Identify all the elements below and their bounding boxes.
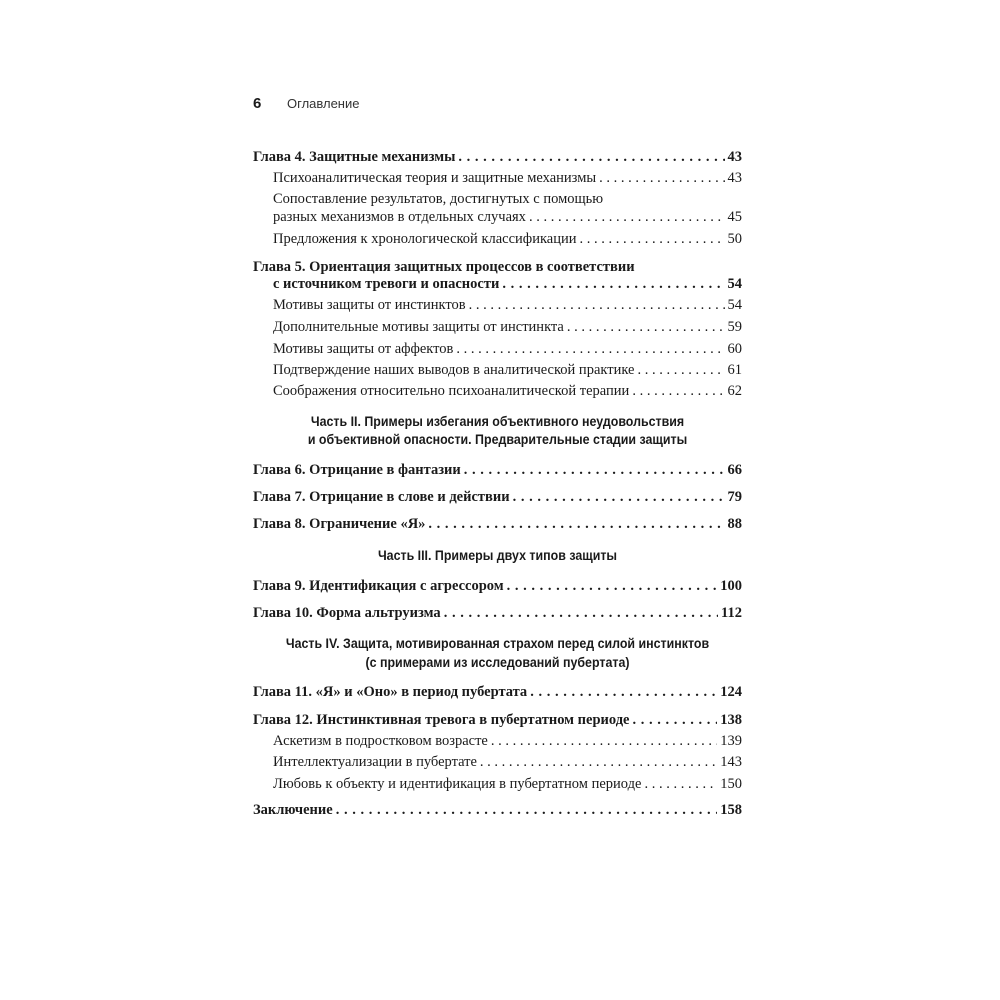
- leader-dots: [444, 603, 718, 623]
- toc-entry-page: 138: [720, 712, 742, 728]
- toc-entry-page: 100: [720, 578, 742, 594]
- toc-entry-title: Любовь к объекту и идентификация в пубертатном периоде: [273, 776, 642, 792]
- toc-entry-page: 150: [720, 776, 742, 792]
- toc-entry-section[interactable]: [273, 339, 742, 359]
- toc-entry-page: 43: [727, 149, 742, 165]
- toc-entry-title: Предложения к хронологической классификации: [273, 231, 577, 247]
- toc-entry-conclusion[interactable]: [253, 800, 742, 820]
- toc-entry-section[interactable]: [273, 295, 742, 315]
- toc-entry-title: Дополнительные мотивы защиты от инстинкта: [273, 319, 564, 335]
- part-heading-2-line-1: Часть II. Примеры избегания объективного неудовольствия: [310, 414, 685, 429]
- toc-entry-page: 54: [727, 297, 742, 313]
- toc-entry-section[interactable]: [273, 207, 742, 227]
- leader-dots: [580, 229, 725, 249]
- toc-entry-section-line[interactable]: Сопоставление результатов, достигнутых с помощью: [273, 191, 604, 207]
- leader-dots: [464, 460, 725, 480]
- toc-entry-page: 143: [720, 754, 742, 770]
- toc-entry-section[interactable]: [273, 774, 742, 794]
- toc-entry-chapter-5-line[interactable]: Глава 5. Ориентация защитных процессов в соответствии: [253, 259, 635, 275]
- toc-entry-page: 45: [727, 209, 742, 225]
- leader-dots: [480, 752, 717, 772]
- toc-entry-title: Соображения относительно психоаналитической терапии: [273, 383, 630, 399]
- toc-entry-page: 66: [727, 462, 742, 478]
- toc-entry-title: Интеллектуализации в пубертате: [273, 754, 477, 770]
- leader-dots: [644, 774, 717, 794]
- toc-entry-section[interactable]: [273, 731, 742, 751]
- leader-dots: [567, 317, 725, 337]
- toc-entry-chapter-10[interactable]: [253, 603, 742, 623]
- toc-entry-title: Подтверждение наших выводов в аналитической практике: [273, 362, 635, 378]
- toc-entry-chapter-4[interactable]: [253, 147, 742, 167]
- toc-entry-section[interactable]: [273, 229, 742, 249]
- leader-dots: [507, 576, 718, 596]
- toc-entry-page: 59: [727, 319, 742, 335]
- toc-entry-page: 62: [727, 383, 742, 399]
- toc-entry-title: Глава 4. Защитные механизмы: [253, 149, 456, 165]
- leader-dots: [469, 295, 725, 315]
- part-heading-3: Часть III. Примеры двух типов защиты: [377, 548, 618, 563]
- leader-dots: [530, 682, 717, 702]
- toc-entry-chapter-8[interactable]: [253, 514, 742, 534]
- toc-entry-page: 54: [727, 276, 742, 292]
- leader-dots: [632, 381, 724, 401]
- toc-entry-section[interactable]: [273, 381, 742, 401]
- toc-entry-title: Психоаналитическая теория и защитные механизмы: [273, 170, 597, 186]
- toc-entry-page: 61: [727, 362, 742, 378]
- toc-entry-title: Заключение: [253, 802, 333, 818]
- leader-dots: [599, 168, 724, 188]
- part-heading-2-line-2: и объективной опасности. Предварительные стадии защиты: [307, 432, 688, 447]
- toc-entry-title: Глава 9. Идентификация с агрессором: [253, 578, 504, 594]
- leader-dots: [529, 207, 725, 227]
- toc-entry-page: 79: [727, 489, 742, 505]
- part-heading-4-line-2: (с примерами из исследований пубертата): [365, 655, 630, 670]
- toc-entry-title: с источником тревоги и опасности: [273, 276, 500, 292]
- toc-entry-page: 60: [727, 341, 742, 357]
- toc-entry-page: 124: [720, 684, 742, 700]
- toc-entry-title: Глава 7. Отрицание в слове и действии: [253, 489, 510, 505]
- toc-entry-title: Мотивы защиты от инстинктов: [273, 297, 466, 313]
- leader-dots: [458, 147, 724, 167]
- page-number: 6: [253, 95, 262, 112]
- toc-entry-section[interactable]: [273, 752, 742, 772]
- toc-entry-title: разных механизмов в отдельных случаях: [273, 209, 526, 225]
- toc-entry-page: 158: [720, 802, 742, 818]
- leader-dots: [632, 710, 717, 730]
- leader-dots: [428, 514, 724, 534]
- toc-entry-chapter-7[interactable]: [253, 487, 742, 507]
- toc-entry-page: 50: [727, 231, 742, 247]
- toc-entry-title: Глава 8. Ограничение «Я»: [253, 516, 426, 532]
- toc-entry-page: 139: [720, 733, 742, 749]
- leader-dots: [456, 339, 724, 359]
- toc-entry-title: Мотивы защиты от аффектов: [273, 341, 454, 357]
- toc-entry-page: 112: [721, 605, 742, 621]
- toc-entry-title: Глава 11. «Я» и «Оно» в период пубертата: [253, 684, 528, 700]
- toc-entry-section[interactable]: [273, 317, 742, 337]
- toc-entry-chapter-6[interactable]: [253, 460, 742, 480]
- toc-entry-chapter-11[interactable]: [253, 682, 742, 702]
- toc-entry-section[interactable]: [273, 360, 742, 380]
- leader-dots: [336, 800, 718, 820]
- toc-entry-title: Аскетизм в подростковом возрасте: [273, 733, 488, 749]
- toc-entry-chapter-9[interactable]: [253, 576, 742, 596]
- toc-entry-title: Глава 12. Инстинктивная тревога в пубертатном периоде: [253, 712, 630, 728]
- running-title: Оглавление: [287, 96, 360, 111]
- toc-entry-section[interactable]: [273, 168, 742, 188]
- leader-dots: [491, 731, 717, 751]
- toc-entry-chapter-5[interactable]: [273, 274, 742, 294]
- leader-dots: [502, 274, 724, 294]
- part-heading-4-line-1: Часть IV. Защита, мотивированная страхом перед силой инстинктов: [285, 636, 710, 651]
- toc-entry-title: Глава 6. Отрицание в фантазии: [253, 462, 461, 478]
- leader-dots: [513, 487, 725, 507]
- leader-dots: [637, 360, 724, 380]
- toc-entry-page: 88: [727, 516, 742, 532]
- toc-entry-page: 43: [727, 170, 742, 186]
- toc-entry-title: Глава 10. Форма альтруизма: [253, 605, 441, 621]
- toc-entry-chapter-12[interactable]: [253, 710, 742, 730]
